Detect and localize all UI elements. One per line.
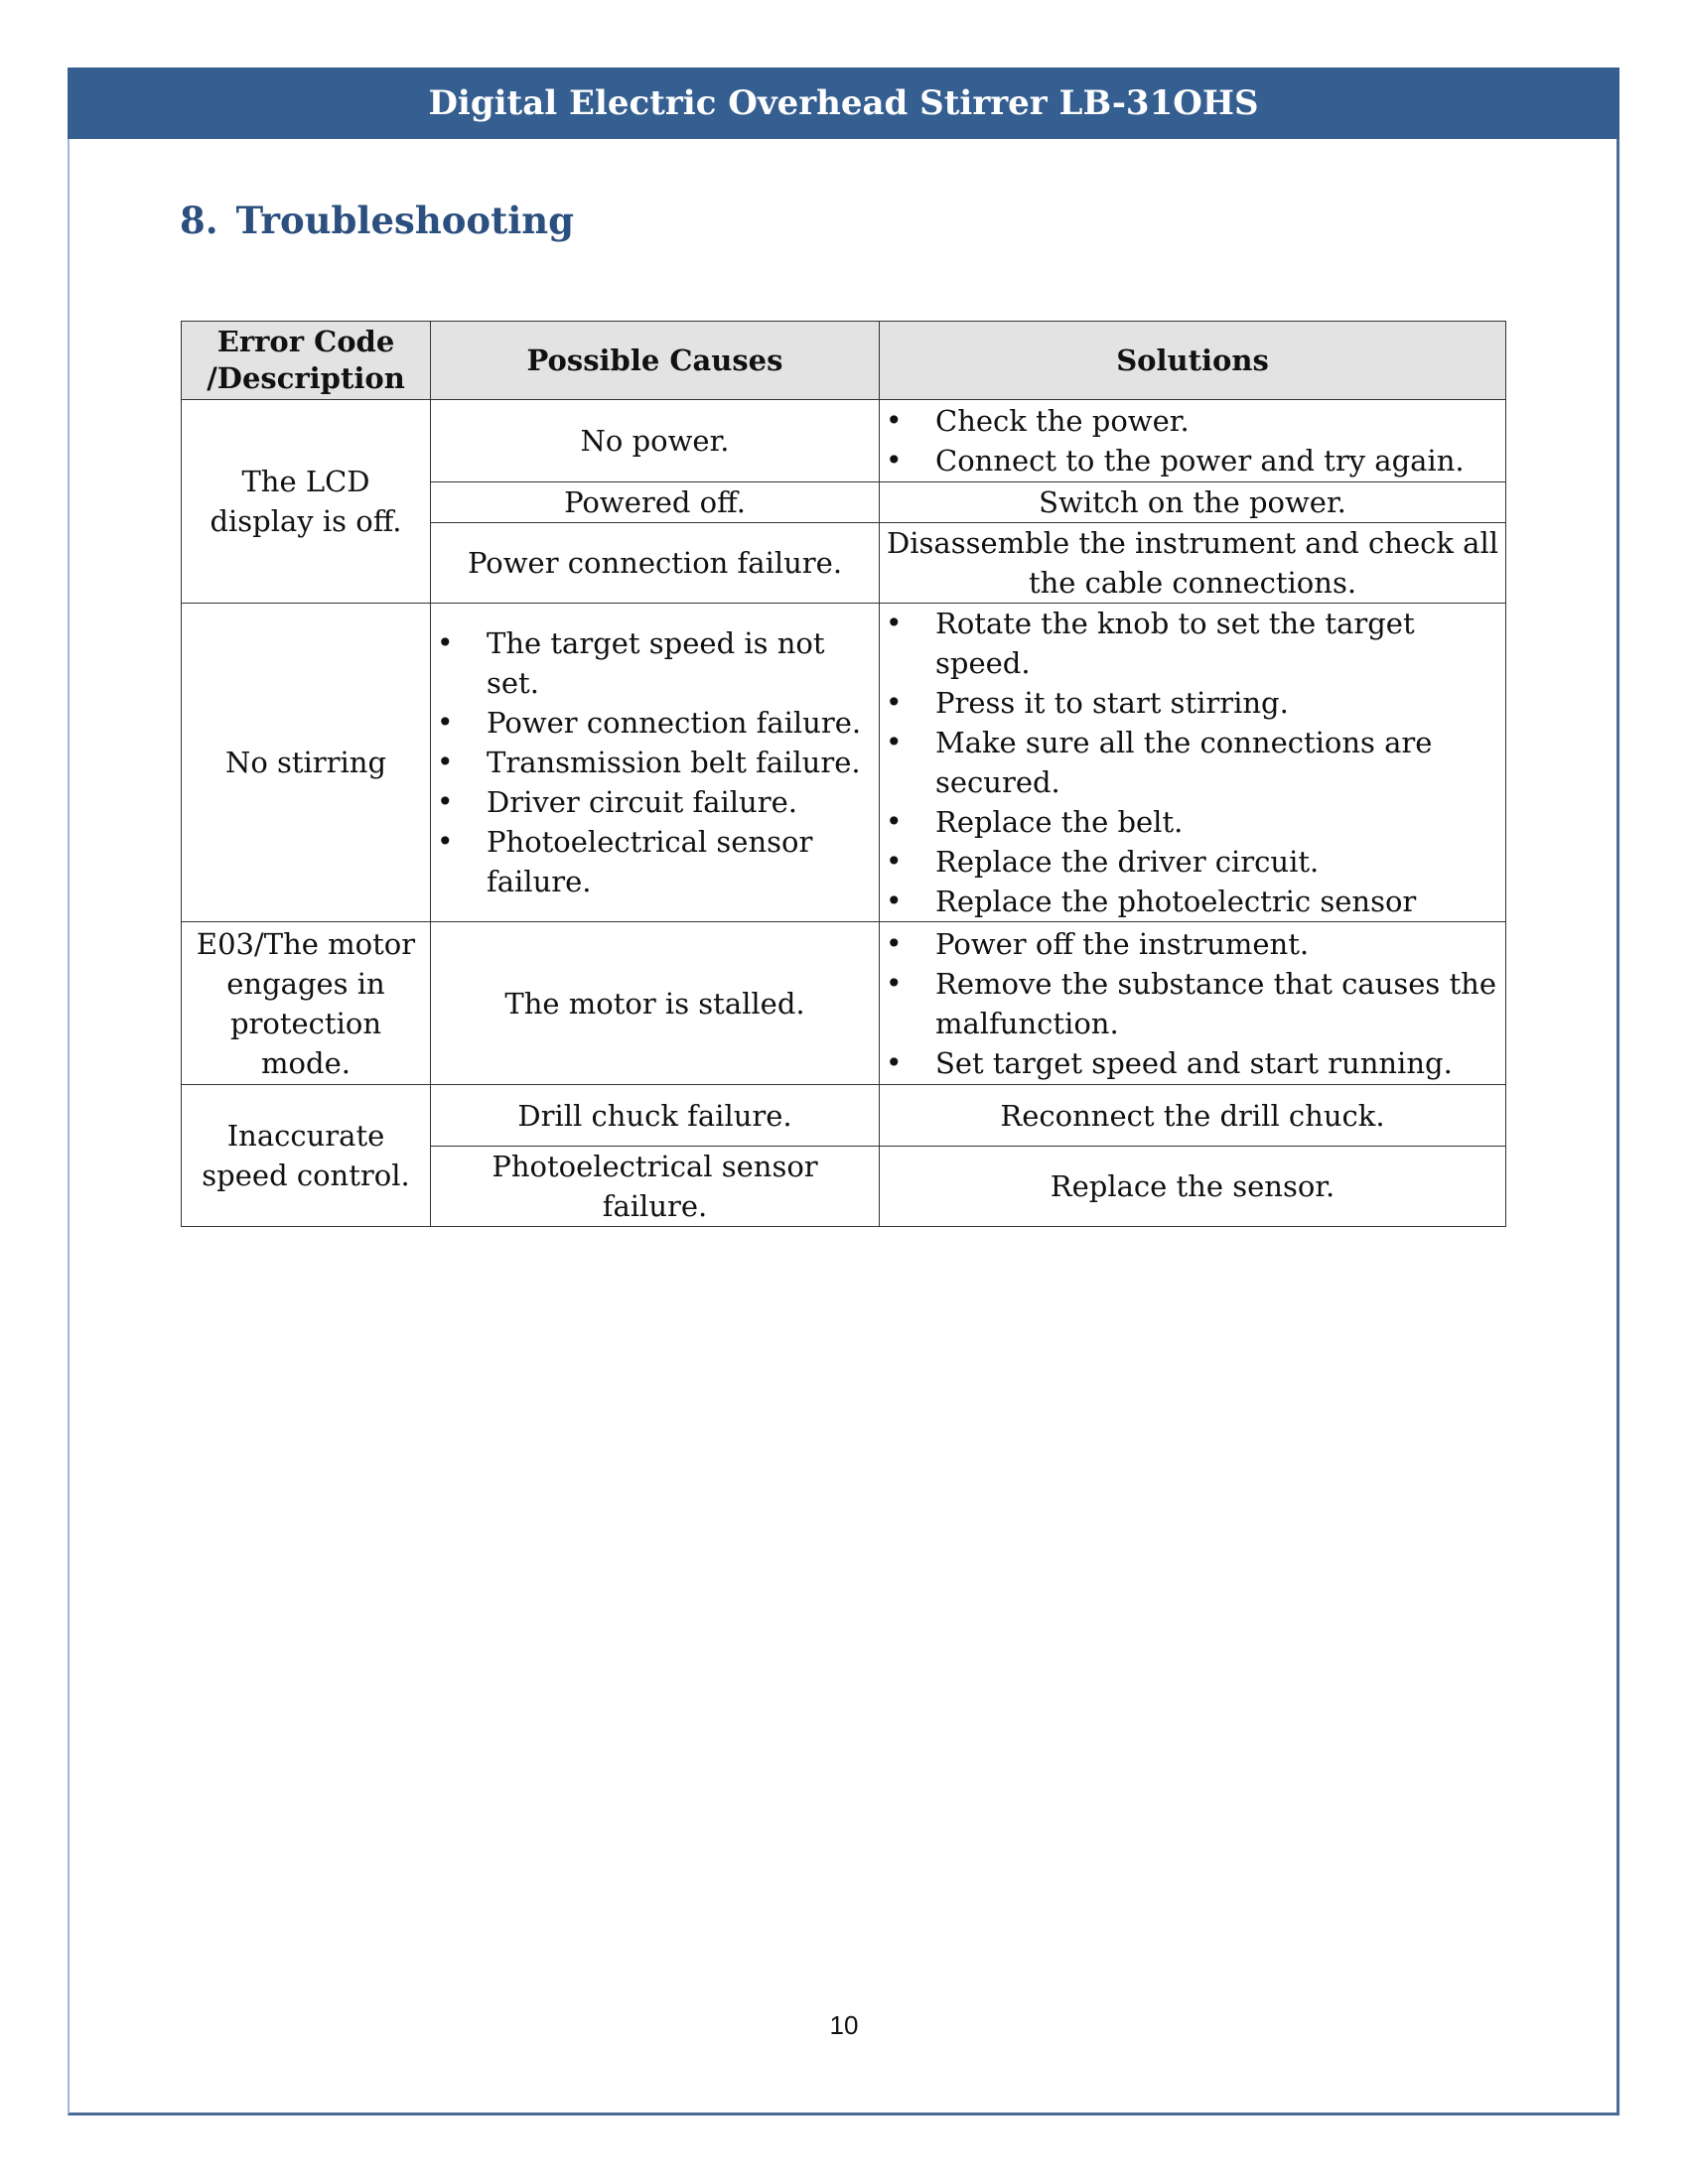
solution-cell (880, 604, 1506, 922)
cause-cell: No power. (431, 400, 880, 482)
solution-cell: Replace the sensor. (880, 1147, 1506, 1227)
solution-cell (880, 922, 1506, 1085)
cause-cell: Photoelectrical sensor failure. (431, 1147, 880, 1227)
section-title-text: Troubleshooting (235, 199, 575, 242)
header-error-code: Error Code /Description (182, 322, 431, 400)
table-row (182, 604, 1506, 922)
cause-cell: Drill chuck failure. (431, 1085, 880, 1147)
list-item: • Driver circuit failure. (437, 782, 873, 822)
table-row (182, 400, 1506, 482)
table-row (182, 922, 1506, 1085)
error-cell: E03/The motor engages in protection mode. (182, 922, 431, 1085)
cause-cell: The motor is stalled. (431, 922, 880, 1085)
cause-cell (431, 604, 880, 922)
solution-list (886, 604, 1499, 921)
list-item: • Make sure all the connections are secured. (886, 723, 1499, 802)
list-item: • Remove the substance that causes the malfunction. (886, 964, 1499, 1043)
list-item: • The target speed is not set. (437, 623, 873, 703)
header-solutions: Solutions (880, 322, 1506, 400)
cause-list (437, 623, 873, 901)
list-item: • Rotate the knob to set the target speed. (886, 604, 1499, 683)
solution-cell: Switch on the power. (880, 482, 1506, 523)
list-item: • Power off the instrument. (886, 924, 1499, 964)
solution-cell (880, 400, 1506, 482)
solution-list (886, 401, 1499, 480)
solution-cell: Reconnect the drill chuck. (880, 1085, 1506, 1147)
table-row (182, 1085, 1506, 1147)
list-item: • Power connection failure. (437, 703, 873, 743)
error-cell: Inaccurate speed control. (182, 1085, 431, 1227)
section-title (180, 199, 574, 242)
list-item: • Press it to start stirring. (886, 683, 1499, 723)
list-item: • Set target speed and start running. (886, 1043, 1499, 1083)
page-number: 10 (829, 2010, 859, 2040)
list-item: • Transmission belt failure. (437, 743, 873, 782)
header-possible-causes: Possible Causes (431, 322, 880, 400)
list-item: • Replace the belt. (886, 802, 1499, 842)
solution-list (886, 924, 1499, 1083)
troubleshooting-table (181, 321, 1506, 1227)
section-number: 8. (180, 199, 218, 242)
error-cell: The LCD display is off. (182, 400, 431, 604)
list-item: • Replace the photoelectric sensor (886, 882, 1499, 921)
table-header-row (182, 322, 1506, 400)
list-item: • Connect to the power and try again. (886, 441, 1499, 480)
list-item: • Check the power. (886, 401, 1499, 441)
list-item: • Replace the driver circuit. (886, 842, 1499, 882)
cause-cell: Powered off. (431, 482, 880, 523)
solution-cell: Disassemble the instrument and check all the cable connections. (880, 523, 1506, 604)
document-header-banner: Digital Electric Overhead Stirrer LB-31OHS (68, 68, 1619, 139)
error-cell: No stirring (182, 604, 431, 922)
cause-cell: Power connection failure. (431, 523, 880, 604)
list-item: • Photoelectrical sensor failure. (437, 822, 873, 901)
